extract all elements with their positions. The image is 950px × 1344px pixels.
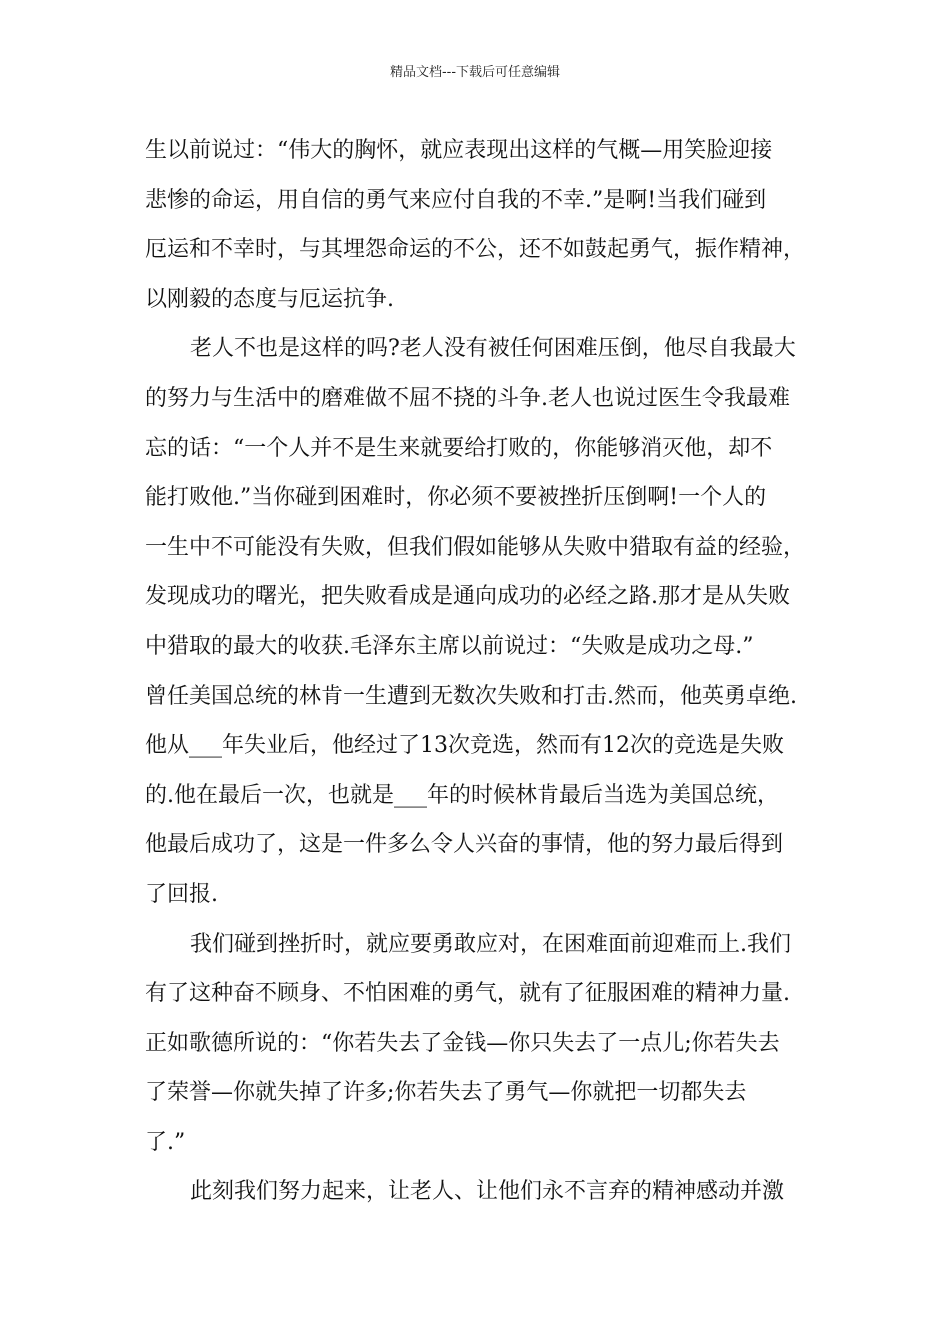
text-line: 了荣誉—你就失掉了许多;你若失去了勇气—你就把一切都失去 bbox=[145, 1080, 747, 1106]
paragraph-3 bbox=[145, 925, 825, 1173]
text-line: 厄运和不幸时，与其埋怨命运的不公，还不如鼓起勇气，振作精神， bbox=[145, 237, 806, 263]
document-body bbox=[145, 131, 825, 1222]
text-line: 中猎取的最大的收获.毛泽东主席以前说过：“失败是成功之母.” bbox=[145, 633, 754, 659]
text-line: 一生中不可能没有失败，但我们假如能够从失败中猎取有益的经验， bbox=[145, 534, 806, 560]
text-line: 了.” bbox=[145, 1129, 186, 1155]
text-line: 曾任美国总统的林肯一生遭到无数次失败和打击.然而，他英勇卓绝. bbox=[145, 683, 797, 709]
text-line: 了回报. bbox=[145, 881, 218, 907]
text-line: 我们碰到挫折时，就应要勇敢应对，在困难面前迎难而上.我们 bbox=[190, 931, 791, 957]
text-line: 能打败他.”当你碰到困难时，你必须不要被挫折压倒啊!一个人的 bbox=[145, 485, 767, 511]
text-line: 以刚毅的态度与厄运抗争. bbox=[145, 286, 394, 312]
text-line: 发现成功的曙光，把失败看成是通向成功的必经之路.那才是从失败 bbox=[145, 584, 790, 610]
text-line: 正如歌德所说的：“你若失去了金钱—你只失去了一点儿;你若失去 bbox=[145, 1030, 780, 1056]
text-line: 生以前说过：“伟大的胸怀，就应表现出这样的气概—用笑脸迎接 bbox=[145, 138, 773, 163]
paragraph-4 bbox=[145, 1172, 825, 1222]
text-line: 有了这种奋不顾身、不怕困难的勇气，就有了征服困难的精神力量. bbox=[145, 981, 790, 1007]
page-header: 精品文档---下载后可任意编辑 bbox=[389, 65, 561, 80]
paragraph-1 bbox=[145, 131, 825, 329]
text-line: 悲惨的命运，用自信的勇气来应付自我的不幸.”是啊!当我们碰到 bbox=[145, 187, 767, 213]
text-line: 他最后成功了，这是一件多么令人兴奋的事情，他的努力最后得到 bbox=[145, 832, 784, 858]
text-line: 此刻我们努力起来，让老人、让他们永不言弃的精神感动并激 bbox=[190, 1179, 785, 1205]
paragraph-2 bbox=[145, 329, 825, 924]
text-line: 忘的话：“一个人并不是生来就要给打败的，你能够消灭他，却不 bbox=[145, 435, 773, 461]
text-line: 的努力与生活中的磨难做不屈不挠的斗争.老人也说过医生令我最难 bbox=[145, 385, 790, 411]
text-line: 老人不也是这样的吗?老人没有被任何困难压倒，他尽自我最大 bbox=[190, 336, 796, 362]
text-line: 他从___年失业后，他经过了13次竞选，然而有12次的竞选是失败 bbox=[145, 733, 784, 759]
text-line: 的.他在最后一次，也就是___年的时候林肯最后当选为美国总统， bbox=[145, 782, 779, 808]
